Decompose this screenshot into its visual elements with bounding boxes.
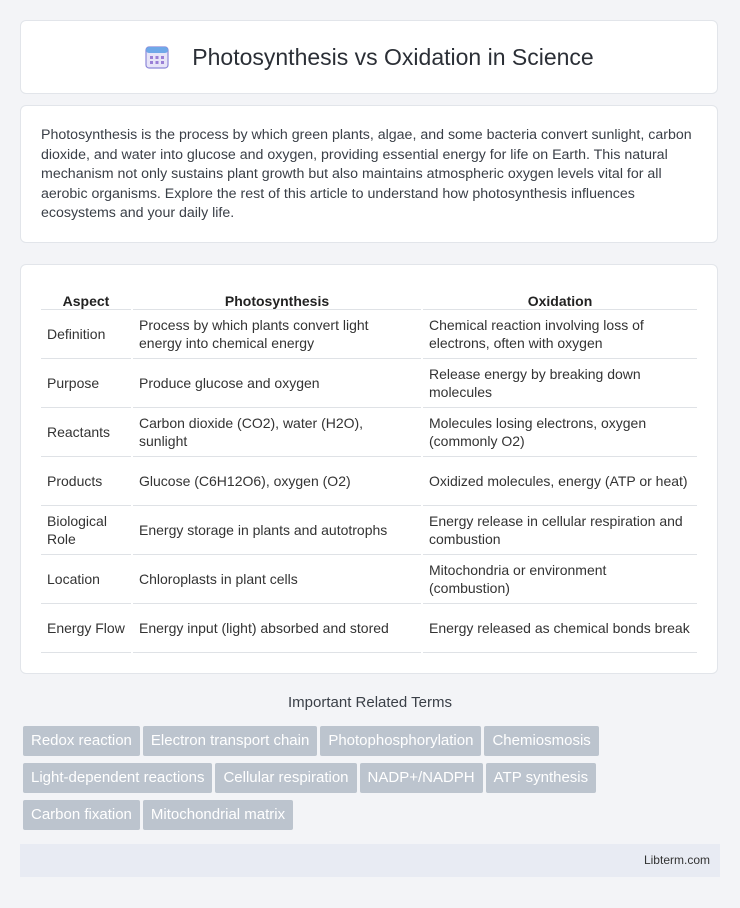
related-term-tag[interactable]: Chemiosmosis [484, 726, 598, 756]
table-cell-aspect: Energy Flow [41, 604, 131, 653]
related-terms-list [23, 726, 713, 837]
page-title: Photosynthesis vs Oxidation in Science [192, 43, 594, 70]
related-term-tag[interactable]: Redox reaction [23, 726, 140, 756]
table-cell-photosynthesis: Glucose (C6H12O6), oxygen (O2) [133, 457, 421, 506]
comparison-card [20, 264, 718, 674]
table-cell-aspect: Biological Role [41, 506, 131, 555]
table-row [41, 310, 697, 359]
table-row [41, 604, 697, 653]
table-cell-oxidation: Release energy by breaking down molecules [423, 359, 697, 408]
table-cell-oxidation: Energy release in cellular respiration and combustion [423, 506, 697, 555]
table-row [41, 408, 697, 457]
table-cell-photosynthesis: Produce glucose and oxygen [133, 359, 421, 408]
title-card [20, 20, 718, 94]
column-header-photosynthesis: Photosynthesis [133, 285, 421, 310]
table-cell-photosynthesis: Process by which plants convert light energy into chemical energy [133, 310, 421, 359]
column-header-aspect: Aspect [41, 285, 131, 310]
table-cell-photosynthesis: Energy storage in plants and autotrophs [133, 506, 421, 555]
related-term-tag[interactable]: ATP synthesis [486, 763, 596, 793]
table-cell-aspect: Reactants [41, 408, 131, 457]
intro-text: Photosynthesis is the process by which green plants, algae, and some bacteria convert sunlight, carbon dioxide, and water into glucose and oxygen, providing essential energy for life on Earth. This natural mechanism not only sustains plant growth but also maintains atmospheric oxygen levels vital for all aerobic organisms. Explore the rest of this article to understand how photosynthesis influences ecosystems and your daily life. [41, 127, 692, 221]
related-term-tag[interactable]: Electron transport chain [143, 726, 317, 756]
table-cell-oxidation: Chemical reaction involving loss of electrons, often with oxygen [423, 310, 697, 359]
table-row [41, 359, 697, 408]
related-term-tag[interactable]: Photophosphorylation [320, 726, 481, 756]
table-row [41, 457, 697, 506]
calendar-grid-icon [144, 44, 170, 70]
table-header-row [41, 285, 697, 310]
table-cell-oxidation: Mitochondria or environment (combustion) [423, 555, 697, 604]
related-term-tag[interactable]: NADP+/NADPH [360, 763, 483, 793]
table-cell-aspect: Location [41, 555, 131, 604]
table-row [41, 555, 697, 604]
related-term-tag[interactable]: Carbon fixation [23, 800, 140, 830]
table-cell-aspect: Definition [41, 310, 131, 359]
related-term-tag[interactable]: Light-dependent reactions [23, 763, 212, 793]
column-header-oxidation: Oxidation [423, 285, 697, 310]
table-row [41, 506, 697, 555]
table-cell-oxidation: Oxidized molecules, energy (ATP or heat) [423, 457, 697, 506]
table-cell-oxidation: Energy released as chemical bonds break [423, 604, 697, 653]
table-cell-aspect: Products [41, 457, 131, 506]
table-cell-photosynthesis: Chloroplasts in plant cells [133, 555, 421, 604]
related-term-tag[interactable]: Cellular respiration [215, 763, 356, 793]
related-term-tag[interactable]: Mitochondrial matrix [143, 800, 293, 830]
table-cell-oxidation: Molecules losing electrons, oxygen (commonly O2) [423, 408, 697, 457]
table-cell-photosynthesis: Carbon dioxide (CO2), water (H2O), sunlight [133, 408, 421, 457]
related-terms-heading: Important Related Terms [288, 694, 452, 711]
footer-site-link[interactable]: Libterm.com [643, 853, 710, 867]
footer [20, 844, 720, 877]
intro-card [20, 105, 718, 243]
table-cell-photosynthesis: Energy input (light) absorbed and stored [133, 604, 421, 653]
table-cell-aspect: Purpose [41, 359, 131, 408]
comparison-table [39, 285, 699, 653]
